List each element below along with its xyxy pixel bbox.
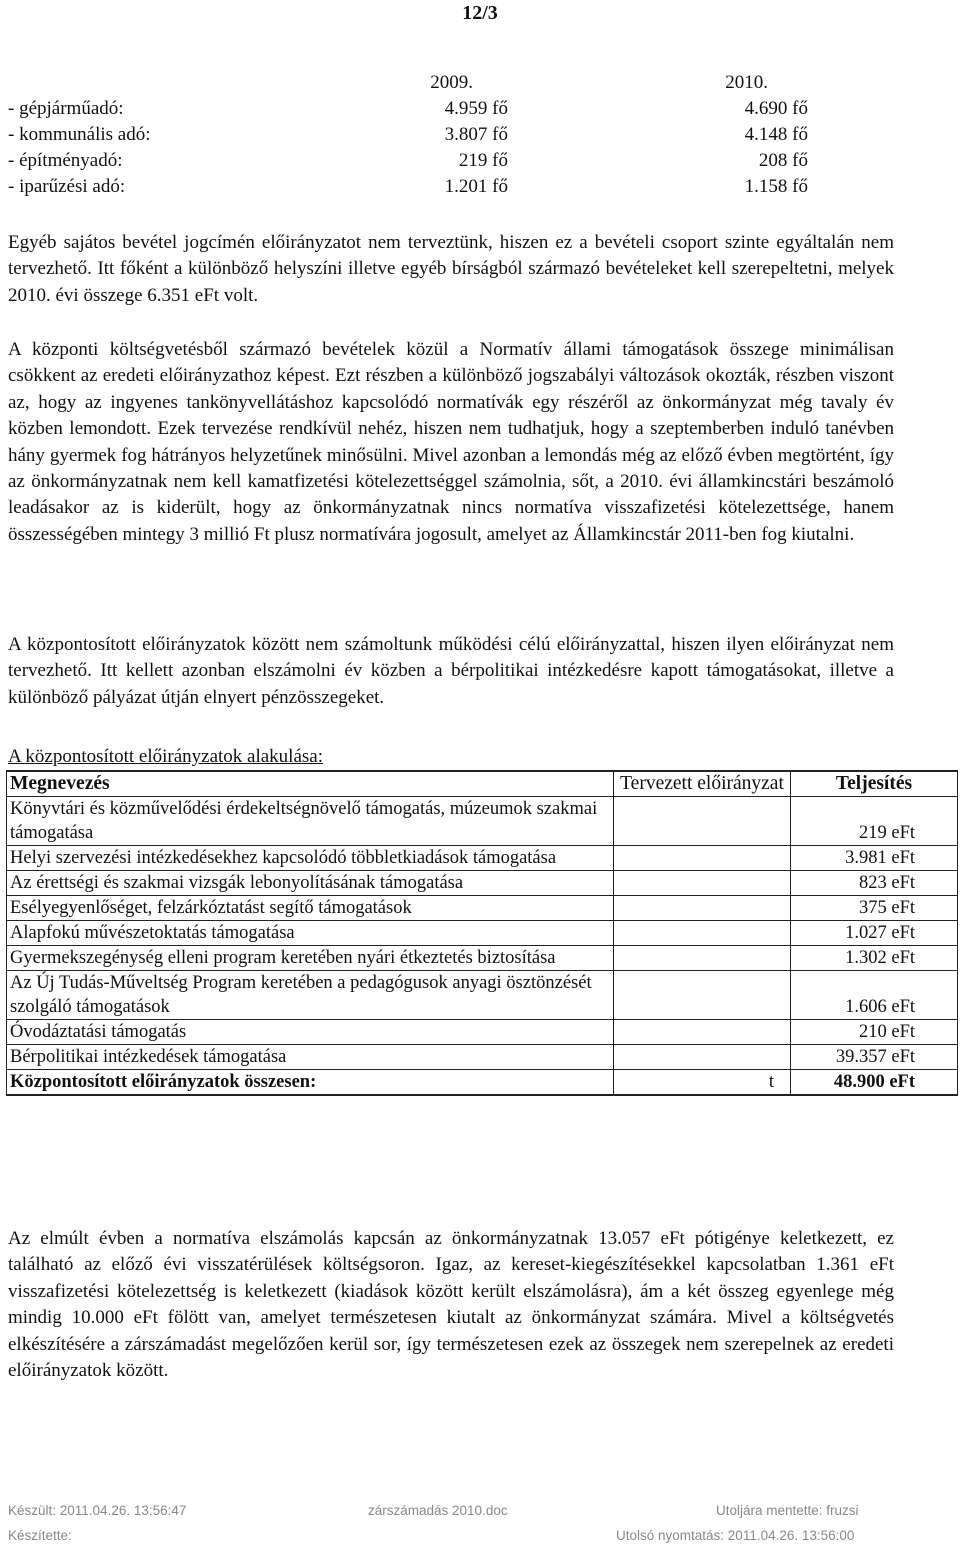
row-planned [614, 1020, 791, 1045]
stats-row-2010: 208 fő [758, 150, 808, 171]
paragraph-centralized-allocations: A központosított előirányzatok között nem számoltunk működési célú előirányzattal, hiszen ilyen előirányzat nem tervezhető. Itt kellett azonban elszámolni év közben a bérpolitikai intézkedésre kapott támogatásokat, illetve a különböző pályázat útján elnyert pénzösszegeket. [8, 634, 894, 708]
total-planned: t [614, 1070, 791, 1096]
row-name: Alapfokú művészetoktatás támogatása [7, 921, 614, 946]
total-name: Központosított előirányzatok összesen: [7, 1070, 614, 1096]
stats-row-2010: 1.158 fő [744, 176, 808, 197]
table-row [7, 971, 958, 1020]
table-row [7, 1045, 958, 1070]
stats-row-2010: 4.690 fő [744, 98, 808, 119]
table-row [7, 946, 958, 971]
row-completed: 210 eFt [791, 1020, 958, 1045]
row-completed: 219 eFt [791, 797, 958, 846]
row-name: Könyvtári és közművelődési érdekeltségnövelő támogatás, múzeumok szakmai támogatása [7, 797, 614, 846]
row-planned [614, 846, 791, 871]
stats-row [8, 96, 958, 122]
footer-line-2 [8, 1527, 958, 1545]
row-planned [614, 921, 791, 946]
table-row [7, 797, 958, 846]
footer-created: Készült: 2011.04.26. 13:56:47 [8, 1503, 187, 1518]
table-row [7, 871, 958, 896]
table-row [7, 921, 958, 946]
row-planned [614, 946, 791, 971]
row-completed: 1.027 eFt [791, 921, 958, 946]
footer-filename: zárszámadás 2010.doc [368, 1503, 508, 1518]
table-caption: A központosított előirányzatok alakulása: [8, 746, 324, 767]
page-number: 12/3 [462, 2, 498, 24]
header-name: Megnevezés [7, 771, 614, 797]
paragraph-central-budget: A központi költségvetésből származó bevételek közül a Normatív állami támogatások összege minimálisan csökkent az eredeti előirányzathoz képest. Ezt részben a különböző jogszabályi változások okozták, részben viszont az, hogy az ingyenes tankönyvellátáshoz kapcsolódó normatívák egy részéről az önkormányzat még tavaly év közben lemondott. Ezek tervezése rendkívül nehéz, hiszen nem tudhatjuk, hogy a szeptemberben induló tanévben hány gyermek fog hátrányos helyzetűnek minősülni. Mivel azonban a lemondás még az előző évben megtörtént, így az önkormányzatnak nem kell kamatfizetési kötelezettséggel számolnia, sőt, a 2010. évi államkincstári beszámoló leadásakor az is kiderült, hogy az önkormányzatnak nincs normatíva visszafizetési kötelezettsége, hanem összességében mintegy 3 millió Ft plusz normatívára jogosult, amelyet az Államkincstár 2011-ben fog kiutalni. [8, 339, 894, 545]
stats-row-label: - építményadó: [8, 150, 123, 171]
stats-row-label: - kommunális adó: [8, 124, 151, 145]
stats-year-2009: 2009. [430, 72, 473, 93]
row-planned [614, 871, 791, 896]
row-name: Gyermekszegénység elleni program keretében nyári étkeztetés biztosítása [7, 946, 614, 971]
row-completed: 39.357 eFt [791, 1045, 958, 1070]
centralized-allocations-table [6, 770, 958, 1096]
footer-saved-by: Utoljára mentette: fruzsi [716, 1503, 859, 1518]
table-row [7, 896, 958, 921]
row-name: Esélyegyenlőséget, felzárkóztatást segítő támogatások [7, 896, 614, 921]
row-planned [614, 1045, 791, 1070]
stats-row-2009: 4.959 fő [444, 98, 508, 119]
stats-row-2010: 4.148 fő [744, 124, 808, 145]
row-completed: 3.981 eFt [791, 846, 958, 871]
table-total-row [7, 1070, 958, 1096]
stats-row-label: - gépjárműadó: [8, 98, 124, 119]
row-completed: 375 eFt [791, 896, 958, 921]
footer-line-1 [8, 1502, 958, 1520]
paragraph-other-revenue: Egyéb sajátos bevétel jogcímén előirányzatot nem terveztünk, hiszen ez a bevételi csoport szinte egyáltalán nem tervezhető. Itt főként a különböző helyszíni illetve egyéb bírságból származó bevételeket kell szerepeltetni, melyek 2010. évi összege 6.351 eFt volt. [8, 232, 894, 306]
row-planned [614, 797, 791, 846]
stats-row-2009: 219 fő [458, 150, 508, 171]
row-completed: 823 eFt [791, 871, 958, 896]
header-completed: Teljesítés [791, 771, 958, 797]
row-planned [614, 896, 791, 921]
stats-row [8, 174, 958, 200]
table-row [7, 846, 958, 871]
row-name: Óvodáztatási támogatás [7, 1020, 614, 1045]
stats-row [8, 148, 958, 174]
table-row [7, 1020, 958, 1045]
stats-row-2009: 1.201 fő [444, 176, 508, 197]
table-header-row [7, 771, 958, 797]
row-name: Az érettségi és szakmai vizsgák lebonyolításának támogatása [7, 871, 614, 896]
row-name: Helyi szervezési intézkedésekhez kapcsolódó többletkiadások támogatása [7, 846, 614, 871]
row-name: Bérpolitikai intézkedések támogatása [7, 1045, 614, 1070]
row-completed: 1.302 eFt [791, 946, 958, 971]
stats-row-2009: 3.807 fő [444, 124, 508, 145]
total-completed: 48.900 eFt [791, 1070, 958, 1096]
stats-row-label: - iparűzési adó: [8, 176, 126, 197]
header-planned: Tervezett előirányzat [614, 771, 791, 797]
row-planned [614, 971, 791, 1020]
row-name: Az Új Tudás-Műveltség Program keretében a pedagógusok anyagi ösztönzését szolgáló támogatások [7, 971, 614, 1020]
stats-year-header [8, 70, 958, 96]
paragraph-normative-settlement: Az elmúlt évben a normatíva elszámolás kapcsán az önkormányzatnak 13.057 eFt pótigénye keletkezett, ez található az előző évi visszatérülések költségsoron. Igaz, az kereset-kiegészítésekkel kapcsolatban 1.361 eFt visszafizetési kötelezettség is keletkezett (kiadások között került elszámolásra), ám a két összeg egyenlege még mindig 10.000 eFt fölött van, amelyet természetesen kiutalt az önkormányzat számára. Mivel a költségvetés elkészítésére a zárszámadást megelőzően kerül sor, így természetesen ezek az összegek nem szerepelnek az eredeti előirányzatok között. [8, 1228, 894, 1382]
stats-row [8, 122, 958, 148]
footer-author: Készítette: [8, 1528, 72, 1543]
stats-year-2010: 2010. [725, 72, 768, 93]
row-completed: 1.606 eFt [791, 971, 958, 1020]
footer-printed: Utolsó nyomtatás: 2011.04.26. 13:56:00 [616, 1528, 855, 1543]
